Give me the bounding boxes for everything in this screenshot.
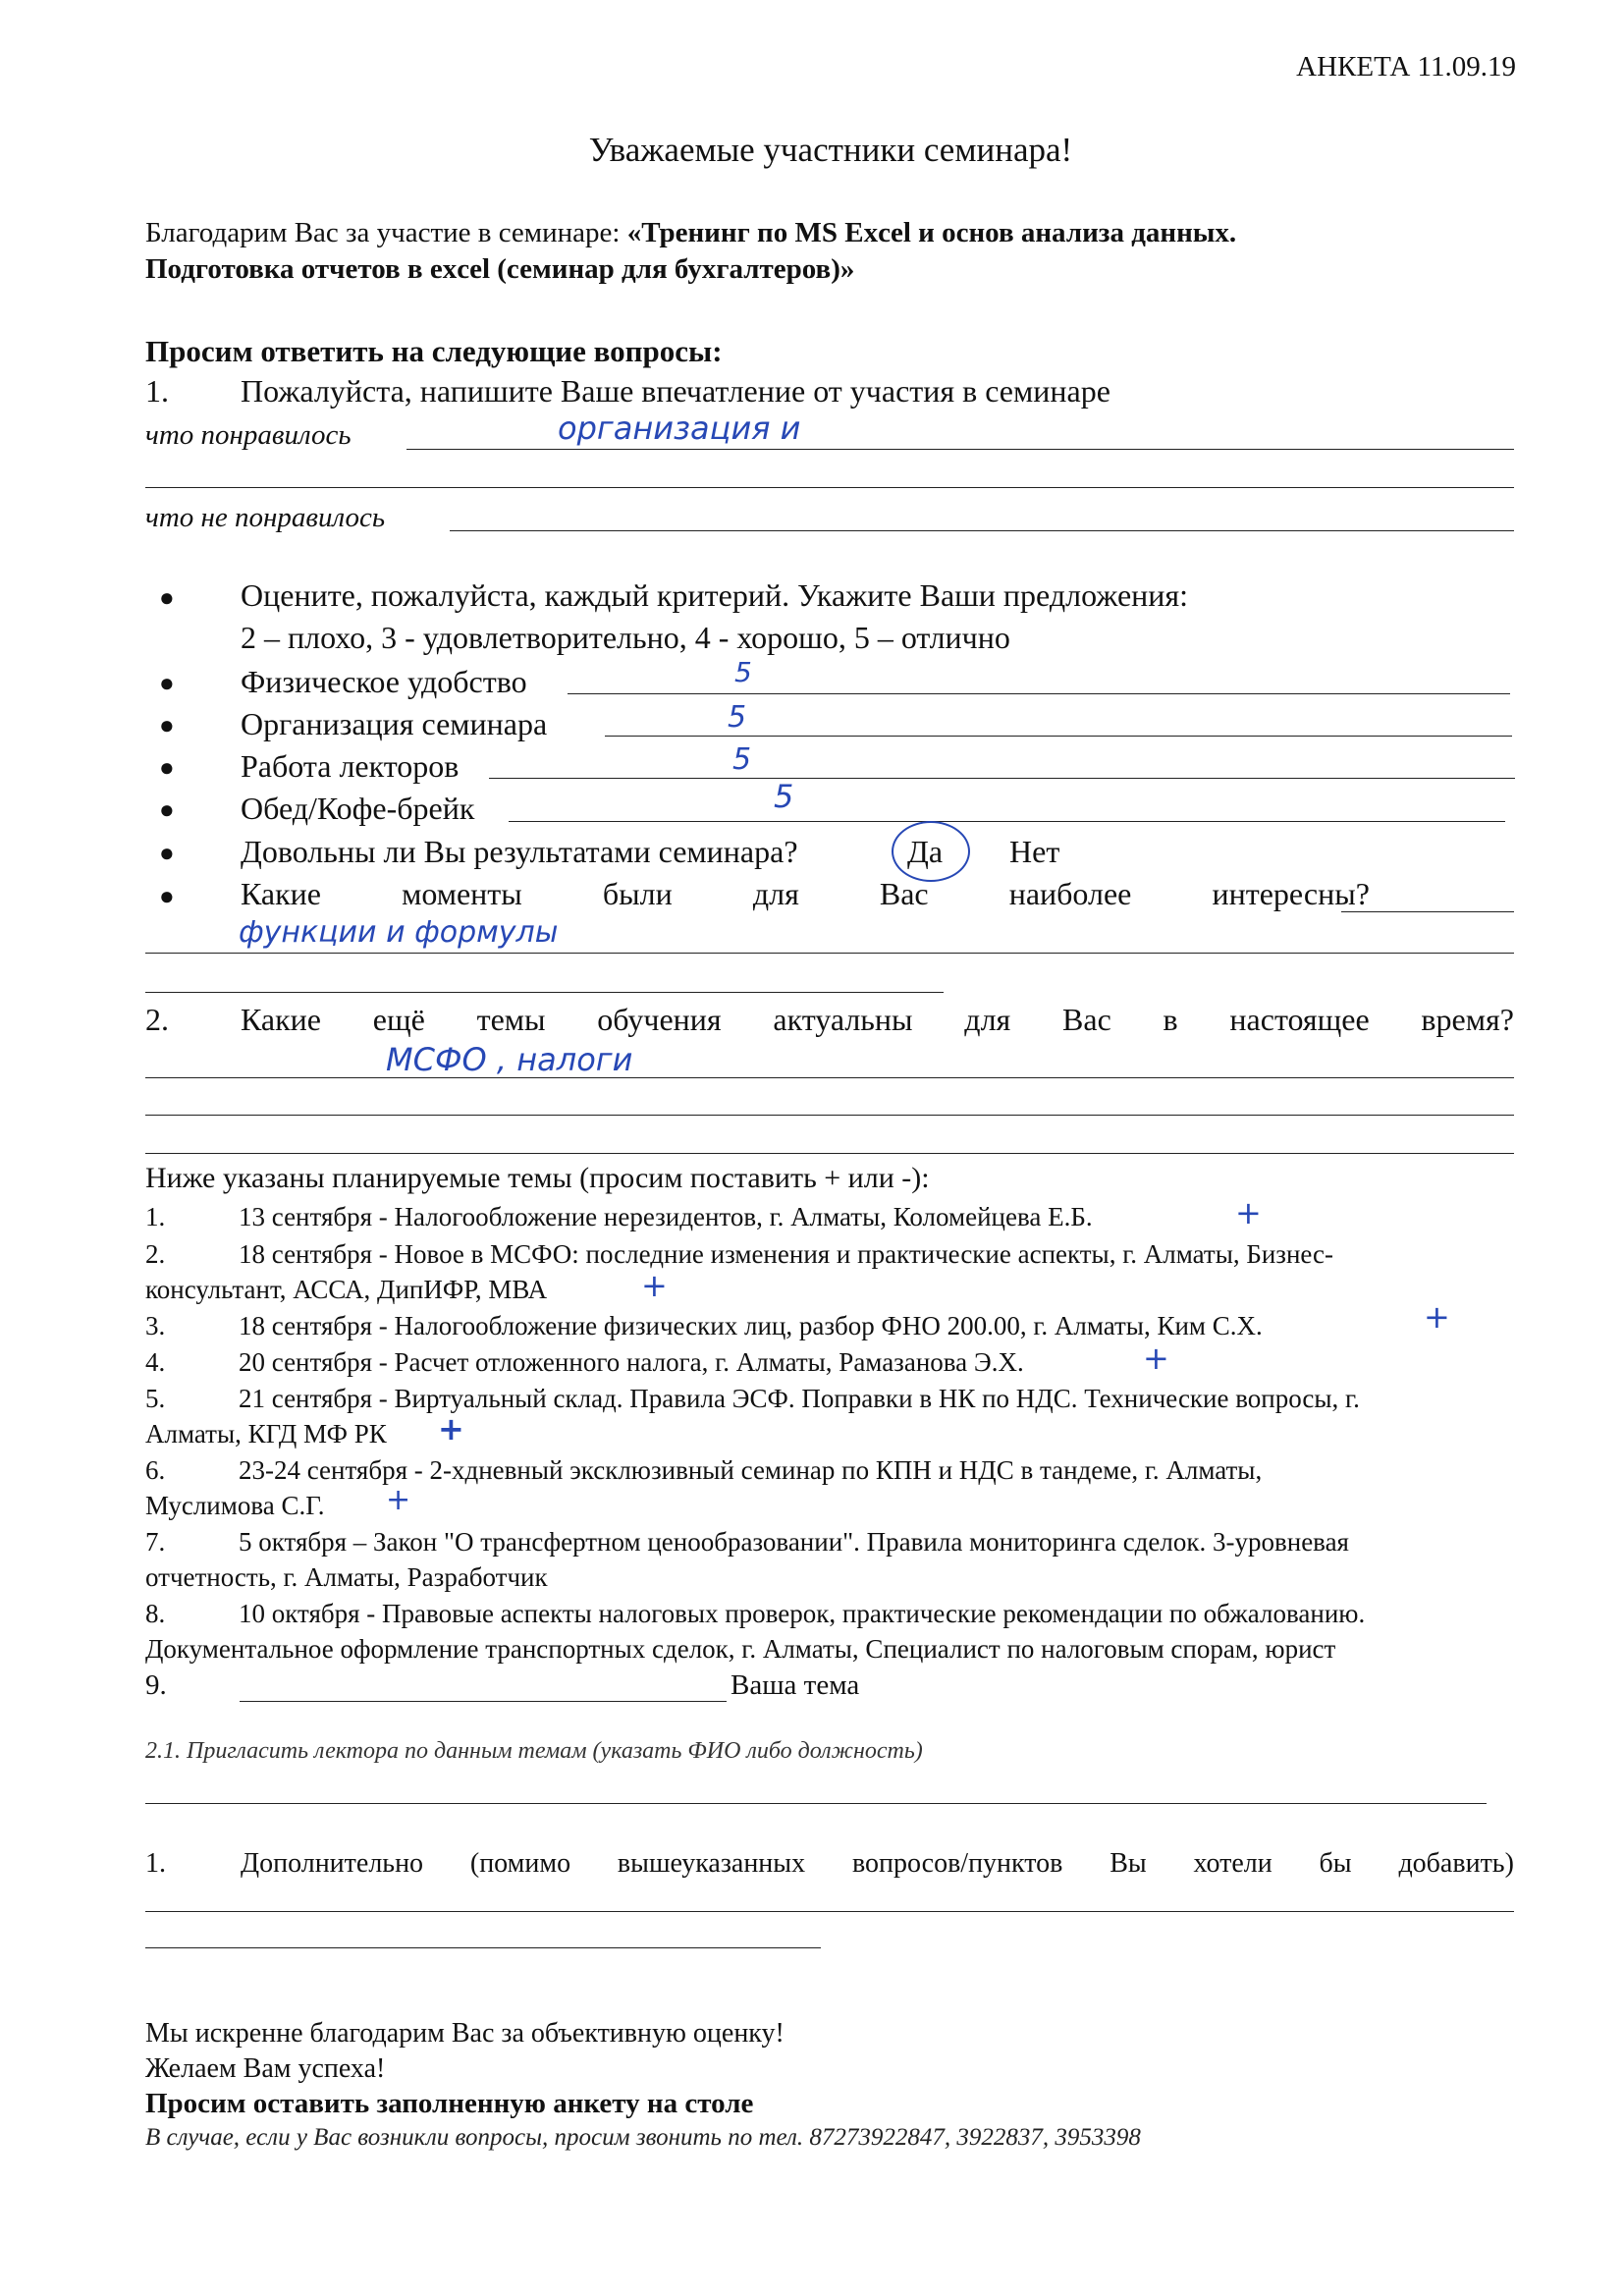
- q2-answer-line-1[interactable]: [145, 1077, 1514, 1078]
- q2-word: Вас: [1062, 1002, 1111, 1037]
- footer-leave-form: Просим оставить заполненную анкету на столе: [145, 2088, 754, 2119]
- topic-number: 4.: [145, 1347, 166, 1377]
- bullet: ●: [159, 795, 175, 824]
- own-topic-line[interactable]: [240, 1701, 727, 1702]
- topic-number: 8.: [145, 1599, 166, 1628]
- rating-line-physical[interactable]: [568, 693, 1510, 694]
- invite-lecturer-label: 2.1. Пригласить лектора по данным темам (указать ФИО либо должность): [145, 1738, 923, 1764]
- invite-lecturer-line[interactable]: [145, 1803, 1487, 1804]
- liked-answer-line-2[interactable]: [145, 487, 1514, 488]
- q2-word: время?: [1421, 1002, 1514, 1037]
- additional-word: Дополнительно: [241, 1848, 424, 1879]
- topic-3-text: 18 сентября - Налогообложение физических лиц, разбор ФНО 200.00, г. Алматы, Ким С.Х.: [239, 1311, 1263, 1340]
- q2-word: в: [1163, 1002, 1178, 1037]
- rating-scale: 2 – плохо, 3 - удовлетворительно, 4 - хорошо, 5 – отлично: [241, 620, 1010, 655]
- intro-line-1: [145, 217, 1236, 249]
- topic-6-mark: +: [386, 1483, 411, 1517]
- additional-word: вышеуказанных: [617, 1848, 806, 1879]
- topic-2-text: 18 сентября - Новое в МСФО: последние изменения и практические аспекты, г. Алматы, Бизнес-: [239, 1239, 1334, 1269]
- bullet: ●: [159, 711, 175, 739]
- q2-word: темы: [476, 1002, 546, 1037]
- seminar-title-line-2: Подготовка отчетов в excel (семинар для бухгалтеров)»: [145, 253, 855, 285]
- q2-word: Какие: [241, 1002, 321, 1037]
- form-code: АНКЕТА 11.09.19: [1296, 51, 1516, 82]
- topic-2-mark: +: [641, 1267, 668, 1304]
- additional-question: [241, 1848, 1514, 1880]
- topic-number: 5.: [145, 1384, 166, 1413]
- q2-handwritten-answer: МСФО , налоги: [386, 1041, 633, 1078]
- rating-label-organization: Организация семинара: [241, 706, 548, 741]
- topic-number: 1.: [145, 1202, 166, 1231]
- satisfied-question: Довольны ли Вы результатами семинара?: [241, 834, 798, 869]
- interesting-line-3[interactable]: [145, 992, 944, 993]
- questions-heading: Просим ответить на следующие вопросы:: [145, 334, 723, 368]
- rating-label-lecturers: Работа лекторов: [241, 748, 460, 784]
- topic-5-text: 21 сентября - Виртуальный склад. Правила ЭСФ. Поправки в НК по НДС. Технические вопросы, г.: [239, 1384, 1360, 1413]
- topic-7-text: 5 октября – Закон "О трансфертном ценообразовании". Правила мониторинга сделок. 3-уровневая: [239, 1527, 1349, 1557]
- topic-6-text: 23-24 сентября - 2-хдневный эксклюзивный семинар по КПН и НДС в тандеме, г. Алматы,: [239, 1455, 1263, 1485]
- rating-answer-physical: 5: [734, 656, 752, 688]
- topic-1-text: 13 сентября - Налогообложение нерезидентов, г. Алматы, Коломейцева Е.Б.: [239, 1202, 1093, 1231]
- footer-wish: Желаем Вам успеха!: [145, 2053, 386, 2084]
- rating-line-lunch[interactable]: [509, 821, 1505, 822]
- q2-word: ещё: [372, 1002, 425, 1037]
- greeting-heading: Уважаемые участники семинара!: [588, 131, 1073, 169]
- interesting-word: для: [752, 876, 799, 911]
- topic-8-text-cont: Документальное оформление транспортных сделок, г. Алматы, Специалист по налоговым спорам, юрист: [145, 1634, 1336, 1664]
- disliked-label: что не понравилось: [145, 502, 386, 533]
- bullet: ●: [159, 583, 175, 612]
- topic-5-mark: +: [438, 1410, 464, 1448]
- q2-answer-line-3[interactable]: [145, 1153, 1514, 1154]
- bullet: ●: [159, 882, 175, 910]
- topic-7-text-cont: отчетность, г. Алматы, Разработчик: [145, 1562, 548, 1592]
- rating-line-lecturers[interactable]: [489, 778, 1515, 779]
- topic-number: 3.: [145, 1311, 166, 1340]
- interesting-word: интересны?: [1212, 876, 1370, 911]
- interesting-line-1[interactable]: [1341, 911, 1514, 912]
- footer-contact: В случае, если у Вас возникли вопросы, просим звонить по тел. 87273922847, 3922837, 3953398: [145, 2124, 1141, 2151]
- additional-word: добавить): [1398, 1848, 1514, 1879]
- additional-word: Вы: [1110, 1848, 1147, 1879]
- additional-word: бы: [1319, 1848, 1352, 1879]
- interesting-word: были: [602, 876, 673, 911]
- topic-2-text-cont: консультант, АССА, ДипИФР, МВА: [145, 1275, 548, 1304]
- satisfied-yes-option[interactable]: Да: [907, 834, 944, 869]
- interesting-question: [241, 876, 1370, 912]
- liked-label: что понравилось: [145, 419, 352, 451]
- interesting-handwritten-answer: функции и формулы: [239, 915, 559, 950]
- rating-line-organization[interactable]: [605, 736, 1512, 737]
- rating-answer-lecturers: 5: [732, 742, 752, 777]
- q2-question: [241, 1002, 1514, 1038]
- rating-intro: Оцените, пожалуйста, каждый критерий. Укажите Ваши предложения:: [241, 577, 1189, 613]
- footer-thanks: Мы искренне благодарим Вас за объективную оценку!: [145, 2018, 785, 2049]
- rating-label-physical: Физическое удобство: [241, 664, 527, 699]
- bullet: ●: [159, 839, 175, 867]
- additional-word: (помимо: [469, 1848, 571, 1879]
- own-topic-number: 9.: [145, 1669, 167, 1701]
- interesting-word: Какие: [241, 876, 321, 911]
- topic-5-text-cont: Алматы, КГД МФ РК: [145, 1419, 387, 1449]
- q1-text: Пожалуйста, напишите Ваше впечатление от участия в семинаре: [241, 373, 1110, 409]
- q2-number: 2.: [145, 1002, 169, 1037]
- liked-answer-line[interactable]: [406, 449, 1514, 450]
- topic-3-mark: +: [1424, 1298, 1450, 1336]
- satisfied-no-option[interactable]: Нет: [1009, 834, 1060, 869]
- q2-word: настоящее: [1229, 1002, 1370, 1037]
- topic-4-text: 20 сентября - Расчет отложенного налога, г. Алматы, Рамазанова Э.Х.: [239, 1347, 1024, 1377]
- questionnaire-form: [145, 0, 1516, 2296]
- bullet: ●: [159, 753, 175, 782]
- q2-answer-line-2[interactable]: [145, 1115, 1514, 1116]
- topic-6-text-cont: Муслимова С.Г.: [145, 1491, 325, 1520]
- interesting-word: Вас: [879, 876, 929, 911]
- additional-number: 1.: [145, 1848, 166, 1879]
- rating-answer-organization: 5: [728, 700, 747, 735]
- q1-number: 1.: [145, 373, 169, 409]
- own-topic-label: Ваша тема: [731, 1669, 860, 1701]
- q2-word: для: [964, 1002, 1011, 1037]
- interesting-word: наиболее: [1008, 876, 1132, 911]
- bullet: ●: [159, 669, 175, 697]
- rating-answer-lunch: 5: [774, 778, 794, 815]
- topic-1-mark: +: [1235, 1194, 1262, 1231]
- q2-word: актуальны: [773, 1002, 913, 1037]
- additional-line-1[interactable]: [145, 1911, 1514, 1912]
- additional-word: вопросов/пунктов: [851, 1848, 1063, 1879]
- q2-word: обучения: [597, 1002, 722, 1037]
- disliked-answer-line[interactable]: [450, 530, 1514, 531]
- liked-handwritten-answer: организация и: [558, 410, 801, 447]
- topic-number: 7.: [145, 1527, 166, 1557]
- additional-word: хотели: [1193, 1848, 1272, 1879]
- topic-4-mark: +: [1143, 1339, 1169, 1377]
- seminar-title-line-1: «Тренинг по MS Excel и основ анализа данных.: [626, 217, 1237, 248]
- interesting-word: моменты: [402, 876, 522, 911]
- topic-number: 2.: [145, 1239, 166, 1269]
- topic-number: 6.: [145, 1455, 166, 1485]
- planned-topics-heading: Ниже указаны планируемые темы (просим поставить + или -):: [145, 1162, 930, 1194]
- topic-8-text: 10 октября - Правовые аспекты налоговых проверок, практические рекомендации по обжалованию.: [239, 1599, 1366, 1628]
- interesting-line-2[interactable]: [145, 953, 1514, 954]
- intro-prefix: Благодарим Вас за участие в семинаре:: [145, 217, 621, 248]
- rating-label-lunch: Обед/Кофе-брейк: [241, 791, 475, 826]
- additional-line-2[interactable]: [145, 1947, 821, 1948]
